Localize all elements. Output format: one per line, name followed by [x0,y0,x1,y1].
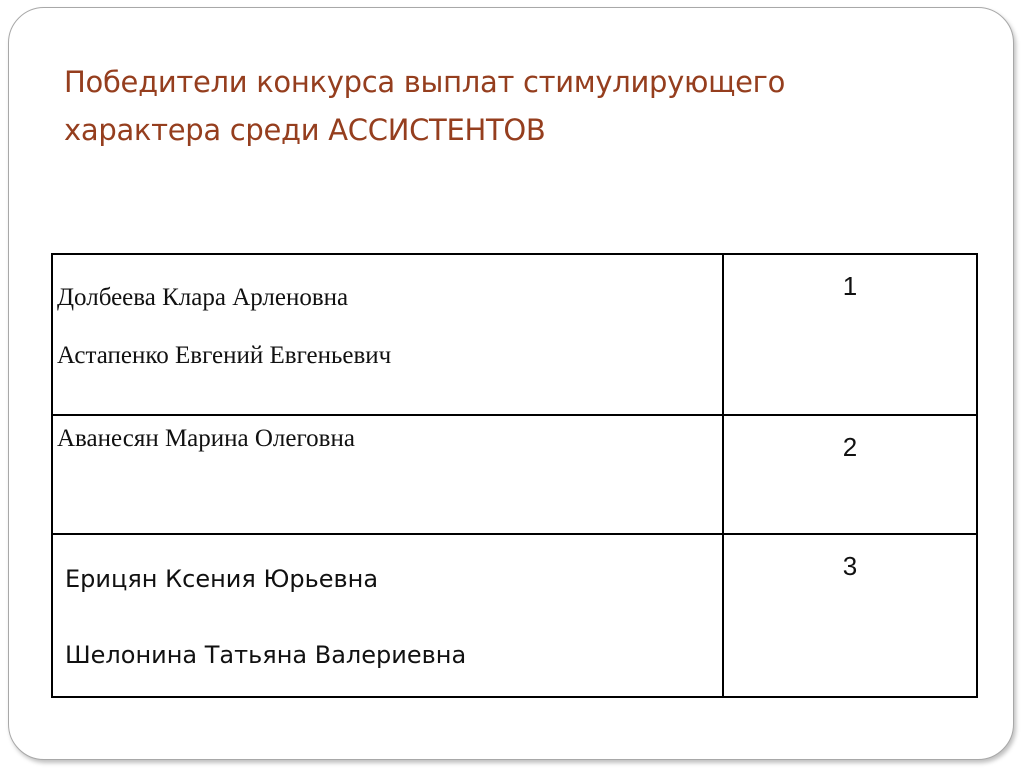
slide-title [64,58,964,154]
place-number: 2 [842,431,858,462]
table-row [52,534,977,697]
place-number: 1 [842,271,858,301]
place-cell [723,254,977,415]
names-cell [52,534,723,697]
table-row [52,254,977,415]
slide-title-line-2: характера среди АССИСТЕНТОВ [64,113,546,147]
winner-name: Астапенко Евгений Евгеньевич [57,342,392,369]
names-cell [52,254,723,415]
slide-title-line-1: Победители конкурса выплат стимулирующего [64,65,786,99]
winner-name: Аванесян Марина Олеговна [57,424,355,452]
winner-name: Ерицян Ксения Юрьевна [65,565,379,594]
place-cell [723,534,977,697]
winners-table [51,253,978,698]
table-row [52,415,977,535]
names-cell [52,415,723,535]
place-number: 3 [842,551,858,582]
place-cell [723,415,977,535]
winner-name: Долбеева Клара Арленовна [57,284,349,311]
winner-name: Шелонина Татьяна Валериевна [65,641,467,670]
